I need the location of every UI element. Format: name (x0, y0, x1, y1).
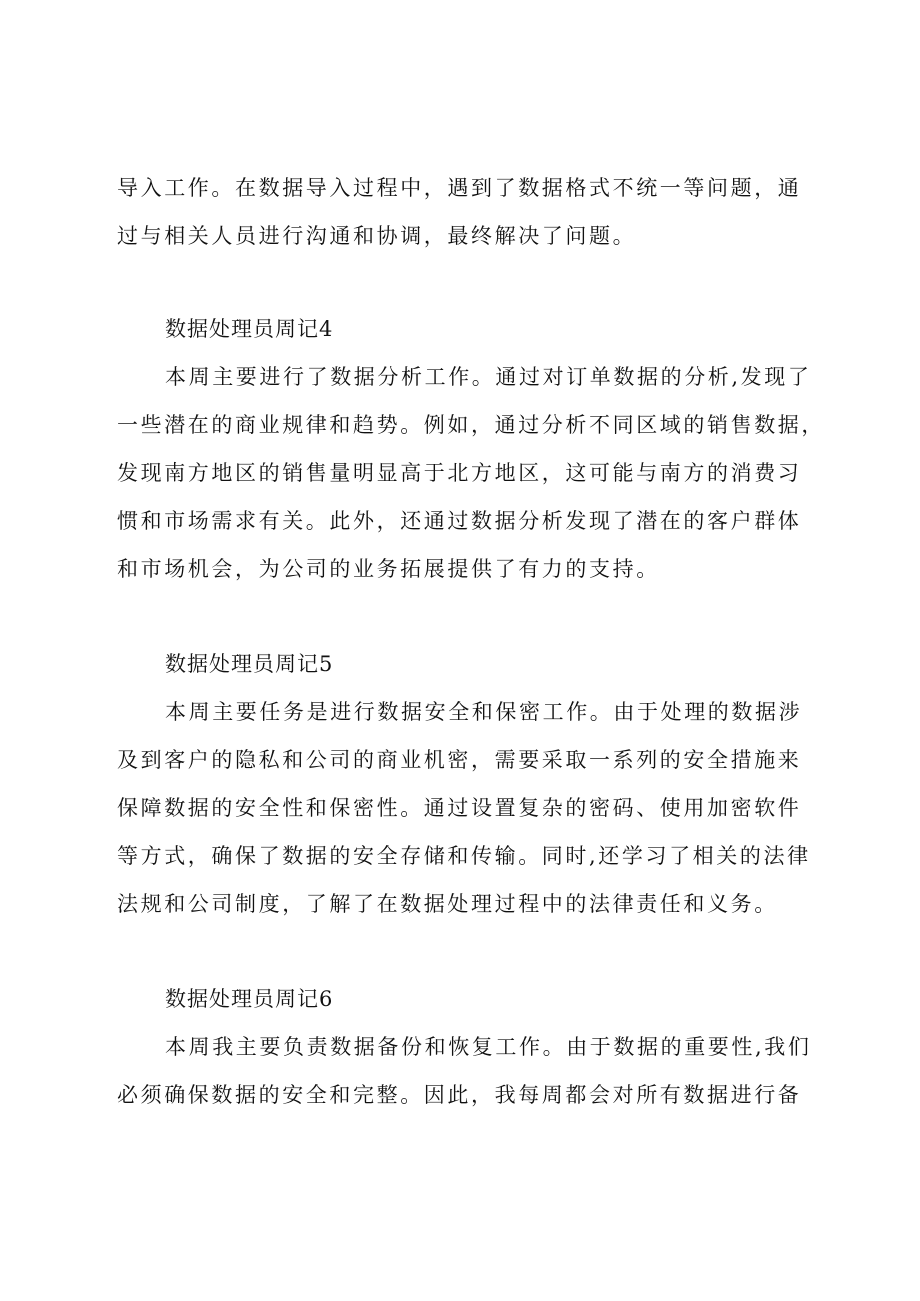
paragraph-line: 一些潜在的商业规律和趋势。例如，通过分析不同区域的销售数据， (117, 413, 825, 437)
paragraph-line: 导入工作。在数据导入过程中，遇到了数据格式不统一等问题，通 (117, 176, 802, 200)
section-title: 数据处理员周记4 (165, 317, 334, 341)
section-4 (117, 305, 825, 593)
paragraph-line: 和市场机会，为公司的业务拓展提供了有力的支持。 (117, 557, 660, 581)
continuation-paragraph (117, 164, 807, 260)
paragraph-line: 法规和公司制度，了解了在数据处理过程中的法律责任和义务。 (117, 892, 778, 916)
paragraph-line: 等方式，确保了数据的安全存储和传输。同时,还学习了相关的法律 (117, 844, 811, 868)
section-title: 数据处理员周记6 (165, 987, 334, 1011)
section-5 (117, 640, 811, 928)
paragraph-line: 本周我主要负责数据备份和恢复工作。由于数据的重要性,我们 (165, 1035, 812, 1059)
section-6 (117, 975, 812, 1119)
paragraph-line: 本周主要任务是进行数据安全和保密工作。由于处理的数据涉 (165, 700, 803, 724)
section-title: 数据处理员周记5 (165, 652, 334, 676)
paragraph-line: 发现南方地区的销售量明显高于北方地区，这可能与南方的消费习 (117, 461, 802, 485)
paragraph-line: 过与相关人员进行沟通和协调，最终解决了问题。 (117, 224, 637, 248)
paragraph-line: 惯和市场需求有关。此外，还通过数据分析发现了潜在的客户群体 (117, 509, 802, 533)
paragraph-line: 及到客户的隐私和公司的商业机密，需要采取一系列的安全措施来 (117, 748, 802, 772)
paragraph-line: 必须确保数据的安全和完整。因此，我每周都会对所有数据进行备 (117, 1083, 802, 1107)
paragraph-line: 本周主要进行了数据分析工作。通过对订单数据的分析,发现了 (165, 365, 812, 389)
paragraph-line: 保障数据的安全性和保密性。通过设置复杂的密码、使用加密软件 (117, 796, 802, 820)
